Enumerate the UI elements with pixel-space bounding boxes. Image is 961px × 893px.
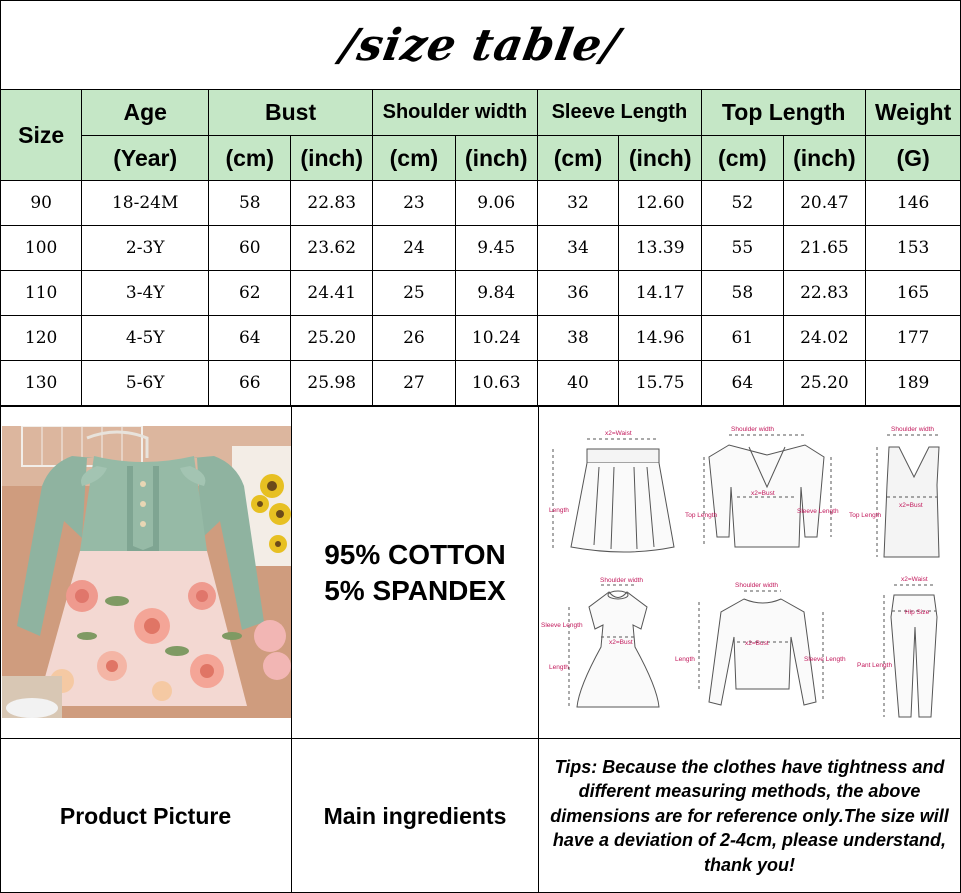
table-cell: 146	[866, 181, 961, 226]
header-age: Age	[82, 90, 209, 136]
title-text: /size table/	[336, 19, 625, 71]
table-row	[1, 226, 961, 271]
table-cell: 62	[209, 271, 291, 316]
table-cell: 32	[537, 181, 619, 226]
jacket-top-length-label: Top Length	[685, 512, 718, 519]
table-cell: 100	[1, 226, 82, 271]
table-cell: 38	[537, 316, 619, 361]
vest-shoulder-label: Shoulder width	[891, 426, 934, 433]
table-cell: 12.60	[619, 181, 702, 226]
unit-sleeve-inch: (inch)	[619, 136, 702, 181]
unit-shoulder-inch: (inch)	[455, 136, 537, 181]
table-cell: 64	[702, 361, 784, 406]
table-cell: 9.45	[455, 226, 537, 271]
table-cell: 20.47	[783, 181, 866, 226]
header-size: Size	[1, 90, 82, 181]
pants-length-label: Pant Length	[857, 662, 893, 669]
pants-waist-label: x2=Waist	[901, 576, 928, 583]
unit-bust-inch: (inch)	[291, 136, 373, 181]
table-cell: 165	[866, 271, 961, 316]
material-spandex: 5% SPANDEX	[324, 574, 506, 606]
table-cell: 22.83	[291, 181, 373, 226]
table-cell: 55	[702, 226, 784, 271]
table-cell: 14.96	[619, 316, 702, 361]
vest-bust-label: x2=Bust	[899, 502, 923, 509]
sweater-bust-label: x2=Bust	[745, 640, 769, 647]
material-text	[324, 537, 506, 609]
table-cell: 27	[373, 361, 456, 406]
dress-bust-label: x2=Bust	[609, 639, 633, 646]
table-cell: 14.17	[619, 271, 702, 316]
dress-shoulder-label: Shoulder width	[600, 577, 643, 584]
header-row-1	[1, 90, 961, 136]
table-cell: 3-4Y	[82, 271, 209, 316]
header-weight: Weight	[866, 90, 961, 136]
sweater-sleeve-label: Sleeve Length	[804, 656, 846, 663]
table-row	[1, 271, 961, 316]
table-cell: 10.63	[455, 361, 537, 406]
table-cell: 26	[373, 316, 456, 361]
table-cell: 52	[702, 181, 784, 226]
skirt-waist-label: x2=Waist	[605, 430, 632, 437]
sweater-shoulder-label: Shoulder width	[735, 582, 778, 589]
table-cell: 130	[1, 361, 82, 406]
table-cell: 21.65	[783, 226, 866, 271]
table-cell: 24	[373, 226, 456, 271]
table-cell: 23.62	[291, 226, 373, 271]
table-cell: 34	[537, 226, 619, 271]
table-cell: 90	[1, 181, 82, 226]
header-shoulder-width: Shoulder width	[373, 90, 538, 136]
dress-sleeve-label: Sleeve Length	[541, 622, 583, 629]
table-cell: 25.98	[291, 361, 373, 406]
table-cell: 60	[209, 226, 291, 271]
pants-hip-label: Hip Size	[905, 609, 930, 616]
unit-bust-cm: (cm)	[209, 136, 291, 181]
table-cell: 58	[209, 181, 291, 226]
sweater-diagram	[699, 591, 823, 705]
table-row	[1, 316, 961, 361]
table-cell: 110	[1, 271, 82, 316]
unit-shoulder-cm: (cm)	[373, 136, 456, 181]
table-cell: 120	[1, 316, 82, 361]
unit-year: (Year)	[82, 136, 209, 181]
vest-top-length-label: Top Length	[849, 512, 882, 519]
header-sleeve-length: Sleeve Length	[537, 90, 701, 136]
table-cell: 22.83	[783, 271, 866, 316]
material-cotton: 95% COTTON	[324, 538, 506, 570]
table-cell: 189	[866, 361, 961, 406]
page-title	[1, 1, 960, 89]
jacket-shoulder-label: Shoulder width	[731, 426, 774, 433]
header-bust: Bust	[209, 90, 373, 136]
table-cell: 58	[702, 271, 784, 316]
table-cell: 15.75	[619, 361, 702, 406]
header-row-2	[1, 136, 961, 181]
measurement-diagram	[539, 407, 960, 738]
dress-length-label: Length	[549, 664, 569, 671]
table-cell: 25.20	[291, 316, 373, 361]
dress-diagram	[569, 585, 659, 707]
tips-text: Tips: Because the clothes have tightness and different measuring methods, the above dimensions are for reference only.The size will have a deviation of 2-4cm, please understand, thank you!	[550, 756, 949, 875]
main-ingredients-cell	[292, 739, 538, 893]
table-cell: 24.41	[291, 271, 373, 316]
table-cell: 25.20	[783, 361, 866, 406]
table-row	[1, 361, 961, 406]
measurement-illustrations	[539, 407, 960, 738]
jacket-sleeve-label: Sleeve Length	[797, 508, 839, 515]
table-cell: 64	[209, 316, 291, 361]
table-cell: 177	[866, 316, 961, 361]
product-picture-label: Product Picture	[59, 802, 232, 829]
unit-weight-g: (G)	[866, 136, 961, 181]
table-cell: 36	[537, 271, 619, 316]
table-cell: 9.84	[455, 271, 537, 316]
skirt-length-label: Length	[549, 507, 569, 514]
unit-top-inch: (inch)	[783, 136, 866, 181]
table-cell: 40	[537, 361, 619, 406]
skirt-diagram	[553, 439, 674, 552]
pants-diagram	[884, 585, 937, 717]
vest-diagram	[877, 435, 939, 557]
table-cell: 66	[209, 361, 291, 406]
sweater-length-label: Length	[675, 656, 695, 663]
product-picture-cell	[0, 739, 291, 893]
table-cell: 10.24	[455, 316, 537, 361]
material-cell	[292, 407, 538, 738]
product-picture	[2, 426, 291, 718]
table-cell: 153	[866, 226, 961, 271]
tips-cell	[539, 739, 960, 893]
table-cell: 25	[373, 271, 456, 316]
table-row	[1, 181, 961, 226]
table-cell: 13.39	[619, 226, 702, 271]
jacket-bust-label: x2=Bust	[751, 490, 775, 497]
table-cell: 18-24M	[82, 181, 209, 226]
unit-sleeve-cm: (cm)	[537, 136, 619, 181]
main-ingredients-label: Main ingredients	[323, 802, 507, 829]
table-cell: 23	[373, 181, 456, 226]
table-cell: 9.06	[455, 181, 537, 226]
table-cell: 2-3Y	[82, 226, 209, 271]
product-image	[2, 426, 291, 718]
table-cell: 24.02	[783, 316, 866, 361]
table-cell: 61	[702, 316, 784, 361]
size-table	[0, 89, 961, 406]
table-cell: 4-5Y	[82, 316, 209, 361]
table-cell: 5-6Y	[82, 361, 209, 406]
header-top-length: Top Length	[702, 90, 866, 136]
unit-top-cm: (cm)	[702, 136, 784, 181]
